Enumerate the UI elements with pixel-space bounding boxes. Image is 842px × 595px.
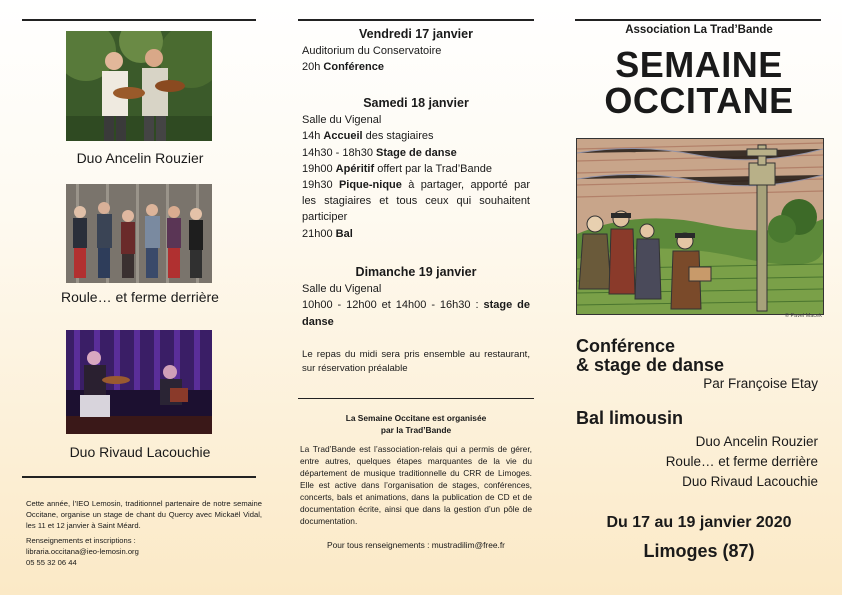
photo-duo-ancelin-rouzier bbox=[66, 31, 212, 141]
bal-groups bbox=[576, 432, 818, 492]
conference-line-1: Conférence bbox=[576, 336, 676, 356]
woodcut-illustration bbox=[576, 138, 824, 315]
time: 19h00 bbox=[302, 162, 333, 175]
org-text: La Trad’Bande est l’association-relais qui a permis de gérer, entre autres, quelques étapes marquantes de la vie du département de musique traditionnelle du CRR de Limoges. Elle est active dans l’organisation de stages, conférences, concerts, bals et animations, dans la publication de CD et de documentation écrite, ainsi que dans la gestion d’un pôle de documentation. bbox=[300, 444, 532, 526]
contact-phone: 05 55 32 06 44 bbox=[26, 558, 77, 567]
venue: Auditorium du Conservatoire bbox=[302, 45, 442, 58]
day-friday bbox=[302, 26, 530, 76]
event-name: stage de danse bbox=[302, 299, 530, 328]
day-sunday bbox=[302, 264, 530, 330]
title-line-1: SEMAINE bbox=[615, 44, 783, 85]
ieo-note-text: Cette année, l’IEO Lemosin, traditionnel partenaire de notre semaine Occitane, organise un stage de chant du Quercy avec Mickaël Vidal, les 11 et 12 janvier à Saint Méard. bbox=[26, 499, 262, 530]
event-name: Stage de danse bbox=[376, 146, 457, 159]
event-dates: Du 17 au 19 janvier 2020 bbox=[606, 514, 792, 531]
conference-line-2: & stage de danse bbox=[576, 355, 725, 375]
bal-group-1: Duo Ancelin Rouzier bbox=[695, 434, 818, 449]
org-box-rule bbox=[298, 398, 534, 399]
org-title-line-1: La Semaine Occitane est organisée bbox=[345, 413, 487, 423]
illustration-credit: © Pavel Macek bbox=[784, 313, 822, 319]
time: 20h bbox=[302, 61, 321, 74]
venue: Salle du Vigenal bbox=[302, 283, 382, 296]
conference-speaker: Par Françoise Etay bbox=[703, 376, 818, 391]
ieo-note bbox=[26, 498, 262, 568]
bal-group-2: Roule… et ferme derrière bbox=[665, 454, 818, 469]
contact-email[interactable]: libraria.occitana@ieo-lemosin.org bbox=[26, 547, 139, 556]
org-contact[interactable]: Pour tous renseignements : mustradilim@free.fr bbox=[327, 540, 505, 550]
day-title: Vendredi 17 janvier bbox=[359, 27, 473, 41]
event-detail: offert par la Trad’Bande bbox=[377, 162, 492, 175]
group-caption-3: Duo Rivaud Lacouchie bbox=[69, 444, 211, 460]
time: 14h bbox=[302, 130, 321, 143]
title-line-2: OCCITANE bbox=[604, 80, 794, 121]
photo-roule-et-ferme-derriere bbox=[66, 184, 212, 283]
main-title bbox=[576, 44, 822, 121]
venue: Salle du Vigenal bbox=[302, 114, 382, 127]
org-title-line-2: par la Trad’Bande bbox=[380, 425, 452, 435]
divider-left bbox=[22, 476, 256, 478]
lunch-note: Le repas du midi sera pris ensemble au restaurant, sur réservation préalable bbox=[302, 349, 530, 374]
time: 19h30 bbox=[302, 179, 333, 192]
association-name: Association La Trad’Bande bbox=[625, 24, 773, 36]
time: 14h30 - 18h30 bbox=[302, 146, 373, 159]
time: 21h00 bbox=[302, 227, 333, 240]
top-rule-middle bbox=[298, 19, 534, 21]
event-detail: à partager, apporté par les stagiaires et tous ceux qui souhaitent participer bbox=[302, 179, 530, 224]
event-city: Limoges (87) bbox=[643, 541, 755, 561]
organisation-box bbox=[300, 412, 532, 551]
top-rule-right bbox=[575, 19, 821, 21]
event-name: Apéritif bbox=[335, 162, 375, 175]
event-name: Conférence bbox=[323, 61, 384, 74]
day-title: Samedi 18 janvier bbox=[363, 96, 469, 110]
top-rule-left bbox=[22, 19, 256, 21]
event-name: Bal bbox=[335, 227, 353, 240]
conference-title bbox=[576, 337, 724, 375]
event-detail: des stagiaires bbox=[365, 130, 434, 143]
photo-duo-rivaud-lacouchie bbox=[66, 330, 212, 434]
day-saturday bbox=[302, 95, 530, 242]
time: 10h00 - 12h00 et 14h00 - 16h30 : bbox=[302, 299, 479, 312]
event-name: Pique-nique bbox=[338, 179, 402, 192]
group-caption-1: Duo Ancelin Rouzier bbox=[76, 150, 204, 166]
day-title: Dimanche 19 janvier bbox=[355, 265, 477, 279]
bal-title: Bal limousin bbox=[576, 408, 684, 428]
bal-group-3: Duo Rivaud Lacouchie bbox=[682, 474, 818, 489]
contact-title: Renseignements et inscriptions : bbox=[26, 536, 136, 545]
event-name: Accueil bbox=[323, 130, 363, 143]
group-caption-2: Roule… et ferme derrière bbox=[61, 289, 219, 305]
